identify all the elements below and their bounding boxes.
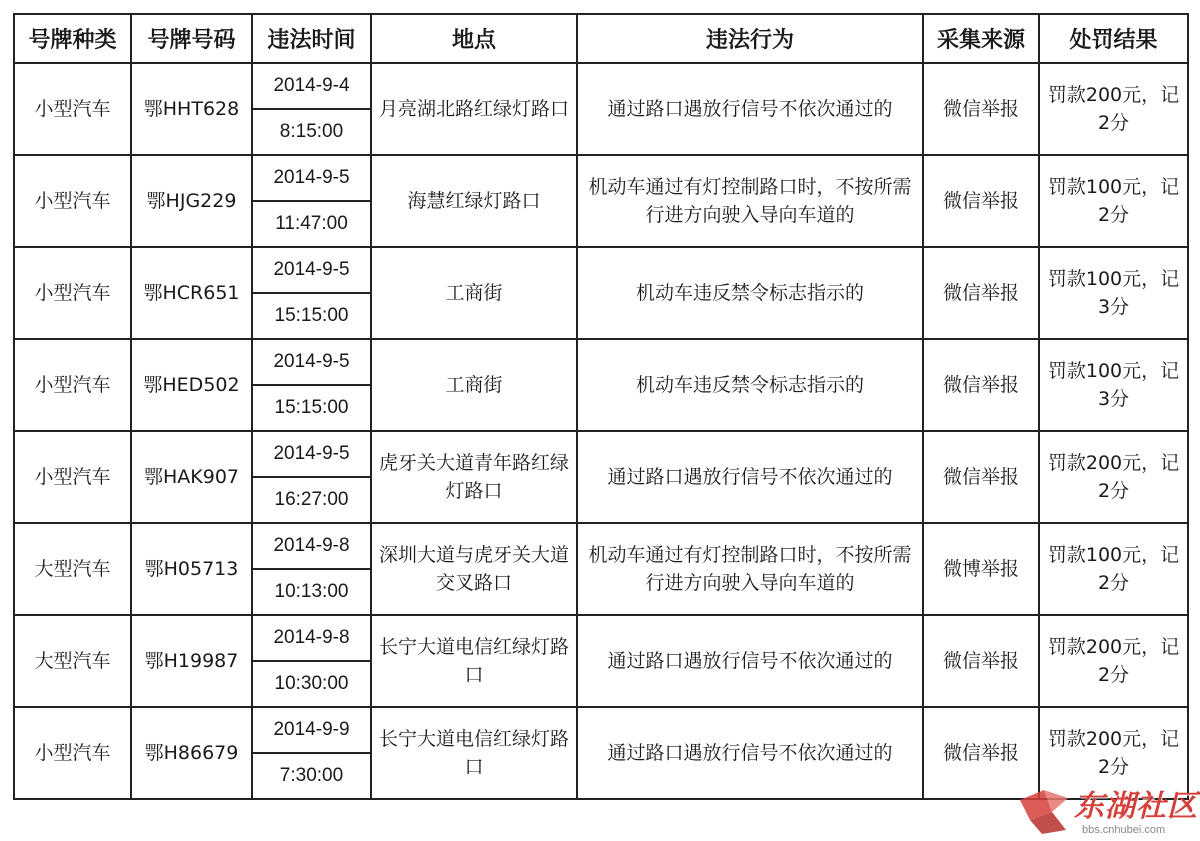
watermark-url: bbs.cnhubei.com bbox=[1082, 824, 1166, 836]
violation-clock-cell: 16:27:00 bbox=[252, 477, 371, 523]
violation-behavior-cell: 通过路口遇放行信号不依次通过的 bbox=[577, 431, 923, 523]
source-cell: 微信举报 bbox=[923, 707, 1039, 799]
plate-type-cell: 小型汽车 bbox=[14, 247, 131, 339]
table-row bbox=[14, 339, 1188, 385]
violation-date-cell: 2014-9-5 bbox=[252, 339, 371, 385]
source-cell: 微信举报 bbox=[923, 63, 1039, 155]
source-cell: 微信举报 bbox=[923, 431, 1039, 523]
violation-date-cell: 2014-9-5 bbox=[252, 155, 371, 201]
penalty-cell: 罚款100元，记3分 bbox=[1039, 247, 1188, 339]
table-row bbox=[14, 615, 1188, 661]
header-plate-type: 号牌种类 bbox=[14, 14, 131, 63]
plate-type-cell: 小型汽车 bbox=[14, 155, 131, 247]
table-row bbox=[14, 155, 1188, 201]
header-row bbox=[14, 14, 1188, 63]
watermark bbox=[1016, 784, 1200, 841]
plate-type-cell: 大型汽车 bbox=[14, 615, 131, 707]
location-cell: 海慧红绿灯路口 bbox=[371, 155, 577, 247]
violation-behavior-cell: 机动车违反禁令标志指示的 bbox=[577, 339, 923, 431]
violation-date-cell: 2014-9-5 bbox=[252, 431, 371, 477]
header-location: 地点 bbox=[371, 14, 577, 63]
violation-behavior-cell: 机动车通过有灯控制路口时，不按所需行进方向驶入导向车道的 bbox=[577, 523, 923, 615]
plate-number-cell: 鄂HHT628 bbox=[131, 63, 252, 155]
location-cell: 深圳大道与虎牙关大道交叉路口 bbox=[371, 523, 577, 615]
penalty-cell: 罚款100元，记3分 bbox=[1039, 339, 1188, 431]
violation-date-cell: 2014-9-8 bbox=[252, 615, 371, 661]
location-cell: 长宁大道电信红绿灯路口 bbox=[371, 615, 577, 707]
plate-number-cell: 鄂HAK907 bbox=[131, 431, 252, 523]
penalty-cell: 罚款200元，记2分 bbox=[1039, 615, 1188, 707]
penalty-cell: 罚款200元，记2分 bbox=[1039, 63, 1188, 155]
violation-table bbox=[13, 13, 1189, 800]
header-plate-number: 号牌号码 bbox=[131, 14, 252, 63]
header-violation-time: 违法时间 bbox=[252, 14, 371, 63]
violation-clock-cell: 11:47:00 bbox=[252, 201, 371, 247]
plate-type-cell: 小型汽车 bbox=[14, 339, 131, 431]
source-cell: 微信举报 bbox=[923, 615, 1039, 707]
table-row bbox=[14, 431, 1188, 477]
header-penalty: 处罚结果 bbox=[1039, 14, 1188, 63]
violation-clock-cell: 7:30:00 bbox=[252, 753, 371, 799]
source-cell: 微信举报 bbox=[923, 155, 1039, 247]
table-row bbox=[14, 707, 1188, 753]
penalty-cell: 罚款100元，记2分 bbox=[1039, 155, 1188, 247]
plate-number-cell: 鄂H19987 bbox=[131, 615, 252, 707]
plate-number-cell: 鄂H86679 bbox=[131, 707, 252, 799]
violation-date-cell: 2014-9-8 bbox=[252, 523, 371, 569]
location-cell: 月亮湖北路红绿灯路口 bbox=[371, 63, 577, 155]
watermark-site-name: 东湖社区 bbox=[1074, 789, 1198, 824]
source-cell: 微博举报 bbox=[923, 523, 1039, 615]
header-source: 采集来源 bbox=[923, 14, 1039, 63]
plate-number-cell: 鄂HCR651 bbox=[131, 247, 252, 339]
penalty-cell: 罚款200元，记2分 bbox=[1039, 707, 1188, 799]
penalty-cell: 罚款200元，记2分 bbox=[1039, 431, 1188, 523]
violation-date-cell: 2014-9-4 bbox=[252, 63, 371, 109]
plate-type-cell: 小型汽车 bbox=[14, 431, 131, 523]
plate-type-cell: 小型汽车 bbox=[14, 63, 131, 155]
plate-number-cell: 鄂H05713 bbox=[131, 523, 252, 615]
table-row bbox=[14, 523, 1188, 569]
table-row bbox=[14, 247, 1188, 293]
violation-clock-cell: 15:15:00 bbox=[252, 293, 371, 339]
violation-clock-cell: 10:30:00 bbox=[252, 661, 371, 707]
source-cell: 微信举报 bbox=[923, 339, 1039, 431]
violation-behavior-cell: 机动车通过有灯控制路口时，不按所需行进方向驶入导向车道的 bbox=[577, 155, 923, 247]
header-violation-behavior: 违法行为 bbox=[577, 14, 923, 63]
violation-behavior-cell: 通过路口遇放行信号不依次通过的 bbox=[577, 63, 923, 155]
cnhubei-logo-icon bbox=[1016, 786, 1072, 836]
table-row bbox=[14, 63, 1188, 109]
violation-date-cell: 2014-9-5 bbox=[252, 247, 371, 293]
source-cell: 微信举报 bbox=[923, 247, 1039, 339]
location-cell: 工商街 bbox=[371, 247, 577, 339]
violation-clock-cell: 8:15:00 bbox=[252, 109, 371, 155]
location-cell: 虎牙关大道青年路红绿灯路口 bbox=[371, 431, 577, 523]
violation-behavior-cell: 通过路口遇放行信号不依次通过的 bbox=[577, 615, 923, 707]
plate-number-cell: 鄂HJG229 bbox=[131, 155, 252, 247]
violation-behavior-cell: 通过路口遇放行信号不依次通过的 bbox=[577, 707, 923, 799]
violation-date-cell: 2014-9-9 bbox=[252, 707, 371, 753]
plate-number-cell: 鄂HED502 bbox=[131, 339, 252, 431]
plate-type-cell: 大型汽车 bbox=[14, 523, 131, 615]
violation-clock-cell: 10:13:00 bbox=[252, 569, 371, 615]
location-cell: 工商街 bbox=[371, 339, 577, 431]
plate-type-cell: 小型汽车 bbox=[14, 707, 131, 799]
violation-behavior-cell: 机动车违反禁令标志指示的 bbox=[577, 247, 923, 339]
violation-clock-cell: 15:15:00 bbox=[252, 385, 371, 431]
penalty-cell: 罚款100元，记2分 bbox=[1039, 523, 1188, 615]
location-cell: 长宁大道电信红绿灯路口 bbox=[371, 707, 577, 799]
